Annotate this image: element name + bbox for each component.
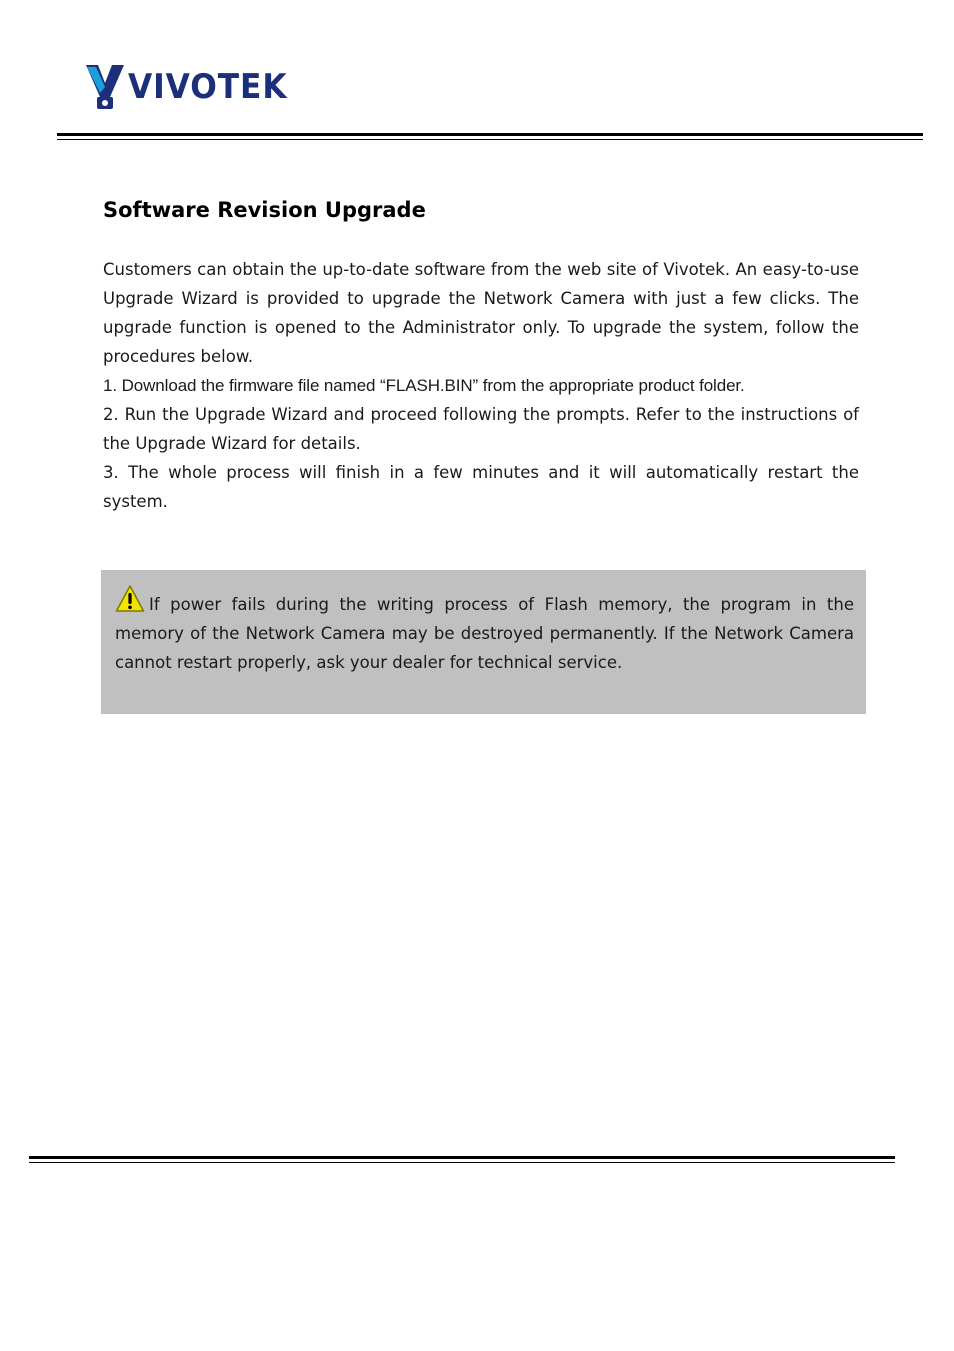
vivotek-wordmark: VIVOTEK (128, 67, 288, 107)
page-title: Software Revision Upgrade (103, 198, 426, 222)
vivotek-logo-mark-icon (84, 63, 126, 111)
vivotek-logo (84, 62, 301, 112)
warning-note (101, 570, 866, 714)
warning-text: If power fails during the writing process of Flash memory, the program in the memory of the Network Camera may be destroyed permanently. If the Network Camera cannot restart properly, ask your dealer for technical service. (115, 595, 854, 672)
step-3: 3. The whole process will finish in a few minutes and it will automatically restart the system. (103, 463, 859, 511)
step-2: 2. Run the Upgrade Wizard and proceed following the prompts. Refer to the instructions of the Upgrade Wizard for details. (103, 405, 859, 453)
footer-divider (29, 1156, 895, 1163)
step-1: 1. Download the firmware file named “FLASH.BIN” from the appropriate product folder. (103, 376, 745, 395)
warning-icon (115, 584, 145, 614)
intro-paragraph: Customers can obtain the up-to-date software from the web site of Vivotek. An easy-to-use Upgrade Wizard is provided to upgrade the Network Camera with just a few clicks. The upgrade function is opened to the Administrator only. To upgrade the system, follow the procedures below. (103, 260, 859, 366)
header-divider (57, 133, 923, 140)
body-text (103, 255, 859, 516)
